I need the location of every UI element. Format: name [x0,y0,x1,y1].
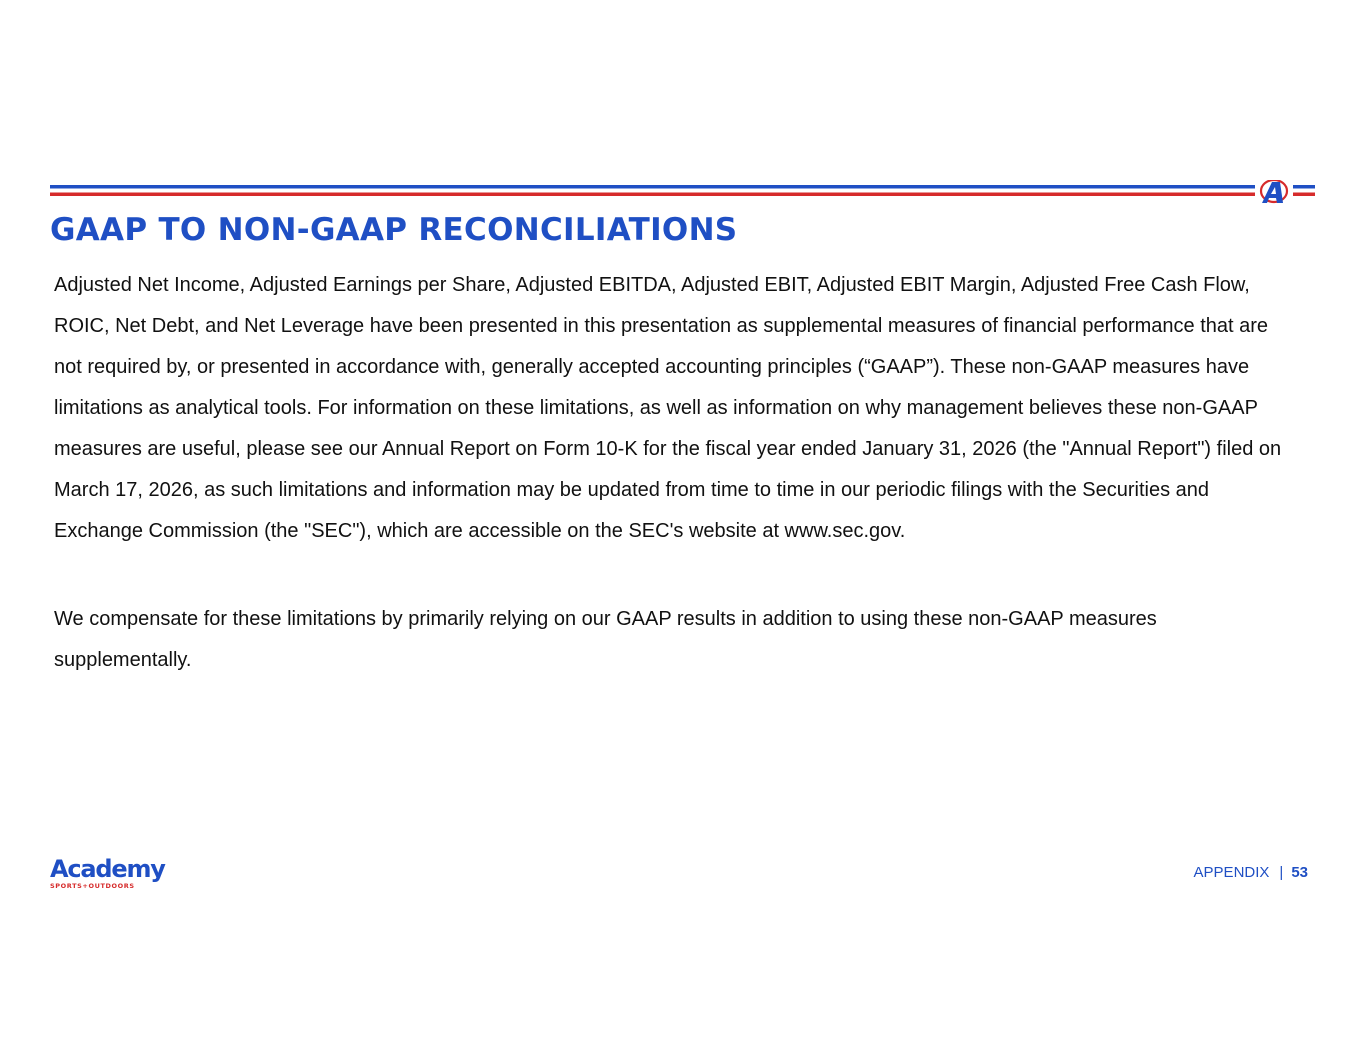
paragraph-compensation: We compensate for these limitations by primarily relying on our GAAP results in addition to using these non-GAAP measures supplementally. [54,608,1157,671]
logo-tagline: SPORTS+OUTDOORS [50,882,135,890]
academy-logo [50,857,170,891]
footer-section-label: APPENDIX [1193,864,1270,881]
paragraph-non-gaap-measures: Adjusted Net Income, Adjusted Earnings per Share, Adjusted EBITDA, Adjusted EBIT, Adjusted EBIT Margin, Adjusted Free Cash Flow, ROIC, Net Debt, and Net Leverage have been presented in this presentation as supplemental measures of financial performance that are not required by, or presented in accordance with, generally accepted accounting principles (“GAAP”). These non-GAAP measures have limitations as analytical tools. For information on these limitations, as well as information on why management believes these non-GAAP measures are useful, please see our Annual Report on Form 10-K for the fiscal year ended January 31, 2026 (the "Annual Report") filed on March 17, 2026, as such limitations and information may be updated from time to time in our periodic filings with the Securities and Exchange Commission (the "SEC"), which are accessible on the SEC's website at www.sec.gov. [54,274,1282,542]
body-text [54,265,1299,681]
footer-page-info [1194,864,1308,881]
header-rule [50,180,1315,206]
page-title: GAAP TO NON-GAAP RECONCILIATIONS [50,212,738,248]
page-number: 53 [1291,864,1308,881]
academy-a-icon [1261,180,1287,203]
logo-wordmark: Academy [50,855,165,883]
footer-separator: | [1279,864,1284,881]
